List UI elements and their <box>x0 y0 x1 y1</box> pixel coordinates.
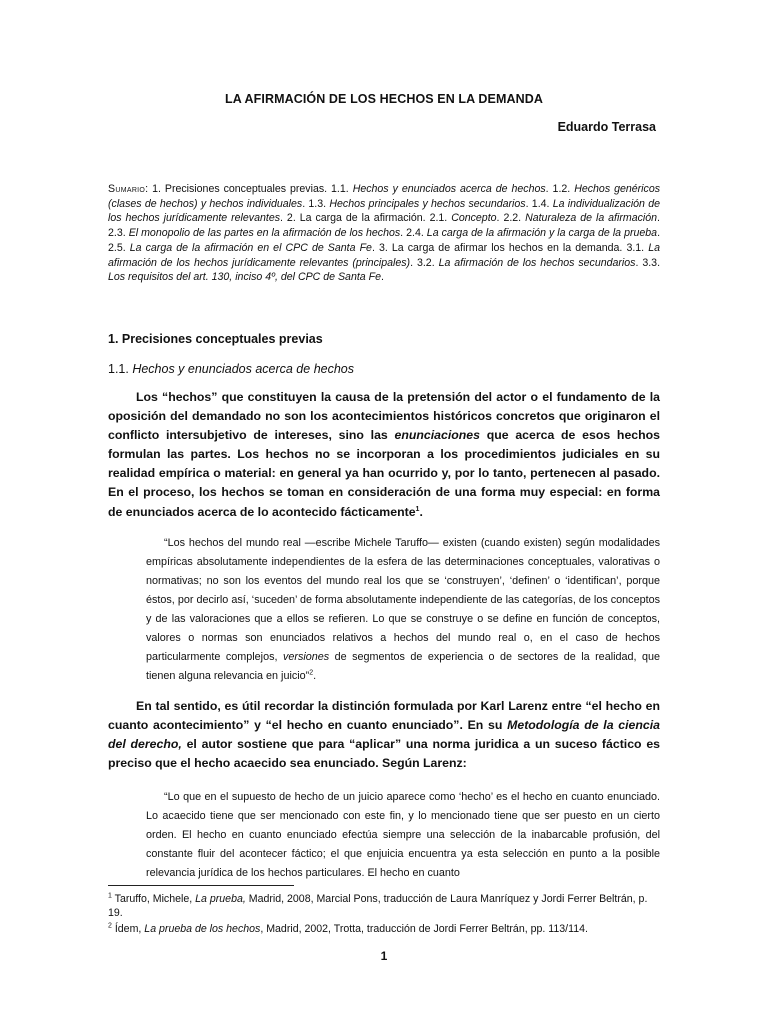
paragraph-text: Los “hechos” que constituyen la causa de la pretensión del actor o el fundamento de la oposición del demandado no son los acontecimientos históricos concretos que originaron el conflicto intersubjetivo de intereses, sino las <box>108 390 660 443</box>
subsection-title: Hechos y enunciados acerca de hechos <box>132 362 354 376</box>
summary-text-segment: . 2.5. <box>108 227 661 254</box>
summary-italic-item: Hechos y enunciados acerca de hechos <box>352 183 546 195</box>
summary-italic-item: El monopolio de las partes en la afirmación de los hechos <box>128 227 401 240</box>
summary-italic-item: Hechos genéricos (clases de hechos) y hechos individuales <box>108 183 661 210</box>
summary-italic-item: Naturaleza de la afirmación <box>525 212 658 225</box>
paragraph-text: En tal sentido, es útil recordar la distinción formulada por Karl Larenz entre “el hecho en cuanto acontecimiento” y “el hecho en cuanto enunciado”. En su <box>108 699 660 733</box>
footnote-2 <box>108 923 660 937</box>
section-heading: 1. Precisiones conceptuales previas <box>108 332 323 346</box>
summary-italic-item: La carga de la afirmación en el CPC de Santa Fe <box>129 241 372 254</box>
footnote-ref-2[interactable]: 2 <box>309 669 314 677</box>
quote-text: “Los hechos del mundo real —escribe Michele Taruffo— existen (cuando existen) según modalidades empíricas absolutamente independientes de la esfera de las determinaciones conceptuales, valorativas o normativas; no son los eventos del mundo real los que se ‘construyen’, ‘definen’ o ‘identifican’, porque éstos, por decirlo así, ‘suceden’ de forma absolutamente independiente de las categorías, de los conceptos y de las valoraciones que a ellos se refieren. Lo que se construye o se define en función de conceptos, valores o normas son enunciados relativos a hechos del mundo real o, en el caso de hechos particularmente complejos, <box>146 537 660 663</box>
summary-italic-item: La individualización de los hechos jurídicamente relevantes <box>108 197 661 225</box>
quote-italic: versiones <box>282 651 330 663</box>
body-paragraph <box>108 697 660 773</box>
footnote-divider <box>108 885 294 886</box>
summary-text-segment: . 2.3. <box>108 212 660 240</box>
paragraph-text: el autor sostiene que para “aplicar” una norma juridica a un suceso fáctico es preciso que el hecho acaecido sea enunciado. Según Larenz: <box>108 737 660 771</box>
summary-text-segment: . 1.4. <box>525 197 553 210</box>
subsection-number: 1.1. <box>108 362 133 376</box>
summary-italic-item: La afirmación de los hechos jurídicamente relevantes (principales) <box>108 241 660 269</box>
paragraph-italic: enunciaciones <box>394 428 480 443</box>
document-title: LA AFIRMACIÓN DE LOS HECHOS EN LA DEMANDA <box>225 92 543 106</box>
summary-text-segment: . 3.2. <box>410 256 439 269</box>
footnote-italic: La prueba, <box>195 893 246 905</box>
footnote-number: 2 <box>108 922 112 930</box>
summary-text <box>108 183 660 283</box>
footnote-text: Ídem, <box>111 923 145 935</box>
quote-end: . <box>313 670 317 682</box>
block-quote: “Lo que en el supuesto de hecho de un juicio aparece como ‘hecho’ es el hecho en cuanto enunciado. Lo acaecido tiene que ser mencionado con este fin, y lo mencionado tiene que ser puesto en un cierto orden. El hecho en cuanto enunciado efectúa siempre una selección de la inabarcable profusión, del constante fluir del acontecer fáctico; el que enjuicia encuentra ya esta selección en punto a la posible relevancia jurídica de los hechos particulares. El hecho en cuanto <box>146 791 660 879</box>
summary-block <box>108 182 660 285</box>
paragraph-text: que acerca de esos hechos formulan las partes. Los hechos no se incorporan a los procedimientos judiciales en su realidad empírica o material: en general ya han ocurrido y, por lo tanto, pertenecen al pasado. En el proceso, los hechos se toman en consideración de una forma muy especial: en forma de enunciados acerca de lo acontecido fácticamente <box>108 428 660 519</box>
footnote-text: , Madrid, 2002, Trotta, traducción de Jordi Ferrer Beltrán, pp. 113/114. <box>260 923 588 935</box>
summary-italic-item: Hechos principales y hechos secundarios <box>329 197 526 210</box>
summary-italic-item: Los requisitos del art. 130, inciso 4º, del CPC de Santa Fe <box>108 271 381 284</box>
footnote-italic: La prueba de los hechos <box>144 923 261 935</box>
paragraph-end: . <box>419 504 423 519</box>
summary-text-segment: . 1.2. <box>545 183 575 195</box>
subsection-heading <box>108 362 354 376</box>
summary-italic-item: Concepto <box>451 212 497 225</box>
page-number: 1 <box>380 949 388 963</box>
summary-text-segment: . 1.3. <box>302 197 330 210</box>
summary-label: Sumario <box>108 183 146 195</box>
summary-italic-item: La afirmación de los hechos secundarios <box>438 256 636 269</box>
paragraph-italic: Metodología de la ciencia del derecho, <box>108 718 660 752</box>
author-name: Eduardo Terrasa <box>557 120 656 134</box>
footnote-text: Madrid, 2008, Marcial Pons, traducción de Laura Manríquez y Jordi Ferrer Beltrán, p. 19. <box>108 893 648 919</box>
summary-text-segment: . <box>380 271 384 284</box>
summary-text-segment: . 2. La carga de la afirmación. 2.1. <box>280 212 452 225</box>
footnote-number: 1 <box>108 892 112 900</box>
summary-text-segment: . 2.2. <box>496 212 526 225</box>
summary-italic-item: La carga de la afirmación y la carga de la prueba <box>426 227 658 240</box>
block-quote <box>146 534 660 686</box>
summary-text-segment: . 2.4. <box>400 227 427 240</box>
body-paragraph <box>108 388 660 522</box>
footnote-ref-1[interactable]: 1 <box>415 505 420 513</box>
summary-text-segment: . 3.3. <box>635 256 661 269</box>
summary-text-segment: : 1. Precisiones conceptuales previas. 1.1. <box>145 183 353 195</box>
footnote-1 <box>108 893 660 920</box>
quote-text: de segmentos de experiencia o de sectores de la realidad, que tienen alguna relevancia en juicio” <box>146 651 660 682</box>
summary-text-segment: . 3. La carga de afirmar los hechos en la demanda. 3.1. <box>371 241 649 254</box>
footnote-text: Taruffo, Michele, <box>111 893 196 905</box>
footnotes <box>108 893 660 940</box>
